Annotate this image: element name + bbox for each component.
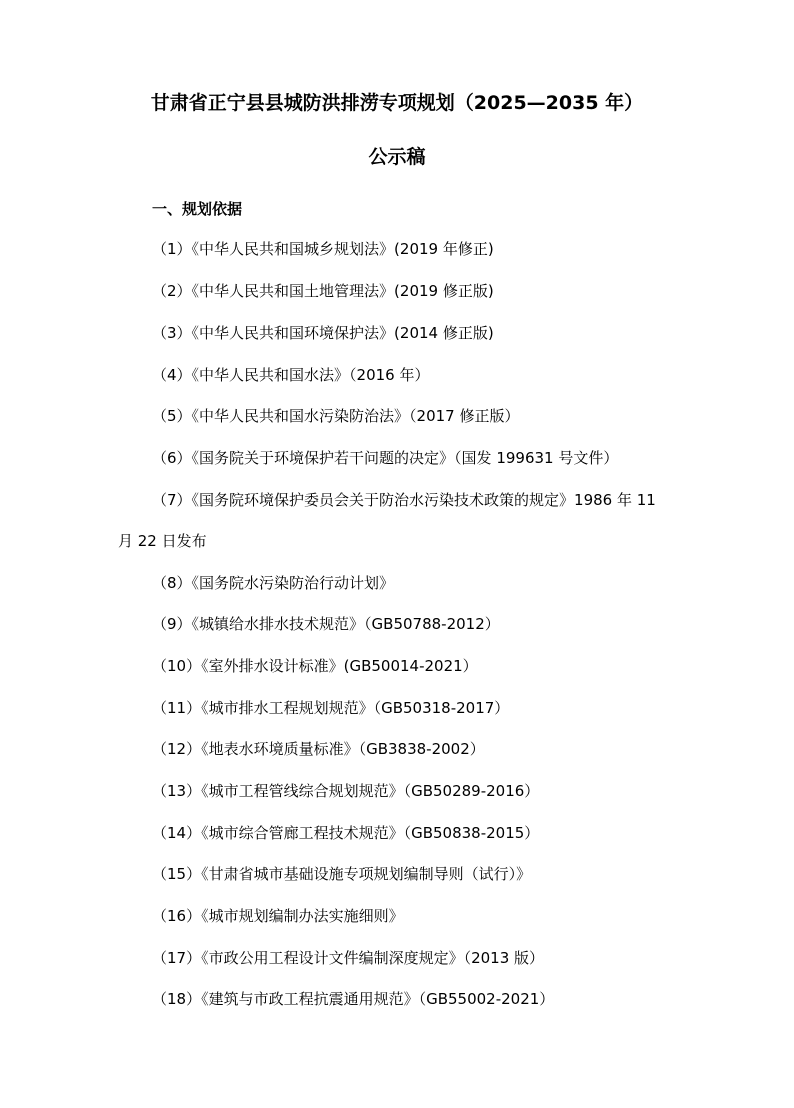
list-item-15: （15）《甘肃省城市基础设施专项规划编制导则（试行）》 (152, 865, 532, 883)
list-item-14: （14）《城市综合管廊工程技术规范》（GB50838-2015） (152, 824, 540, 842)
list-item-3: （3）《中华人民共和国环境保护法》(2014 修正版) (152, 324, 494, 342)
list-item-7: （7）《国务院环境保护委员会关于防治水污染技术政策的规定》1986 年 11 (152, 491, 656, 509)
list-item-11: （11）《城市排水工程规划规范》（GB50318-2017） (152, 699, 510, 717)
list-item-1: （1）《中华人民共和国城乡规划法》(2019 年修正) (152, 240, 494, 258)
list-item-12: （12）《地表水环境质量标准》（GB3838-2002） (152, 740, 485, 758)
list-item-10: （10）《室外排水设计标准》(GB50014-2021） (152, 657, 478, 675)
list-item-13: （13）《城市工程管线综合规划规范》（GB50289-2016） (152, 782, 540, 800)
list-item-5: （5）《中华人民共和国水污染防治法》（2017 修正版） (152, 407, 520, 425)
document-subtitle: 公示稿 (368, 146, 426, 168)
section-heading: 一、规划依据 (152, 200, 243, 218)
list-item-8: （8）《国务院水污染防治行动计划》 (152, 574, 395, 592)
list-item-4: （4）《中华人民共和国水法》（2016 年） (152, 366, 430, 384)
list-item-16: （16）《城市规划编制办法实施细则》 (152, 907, 404, 925)
document-title: 甘肃省正宁县县城防洪排涝专项规划（2025—2035 年） (150, 92, 644, 114)
list-item-6: （6）《国务院关于环境保护若干问题的决定》（国发 199631 号文件） (152, 449, 619, 467)
list-item-7-continuation: 月 22 日发布 (118, 532, 207, 550)
list-item-17: （17）《市政公用工程设计文件编制深度规定》（2013 版） (152, 949, 545, 967)
list-item-18: （18）《建筑与市政工程抗震通用规范》（GB55002-2021） (152, 990, 555, 1008)
list-item-2: （2）《中华人民共和国土地管理法》(2019 修正版) (152, 282, 494, 300)
list-item-9: （9）《城镇给水排水技术规范》（GB50788-2012） (152, 615, 500, 633)
